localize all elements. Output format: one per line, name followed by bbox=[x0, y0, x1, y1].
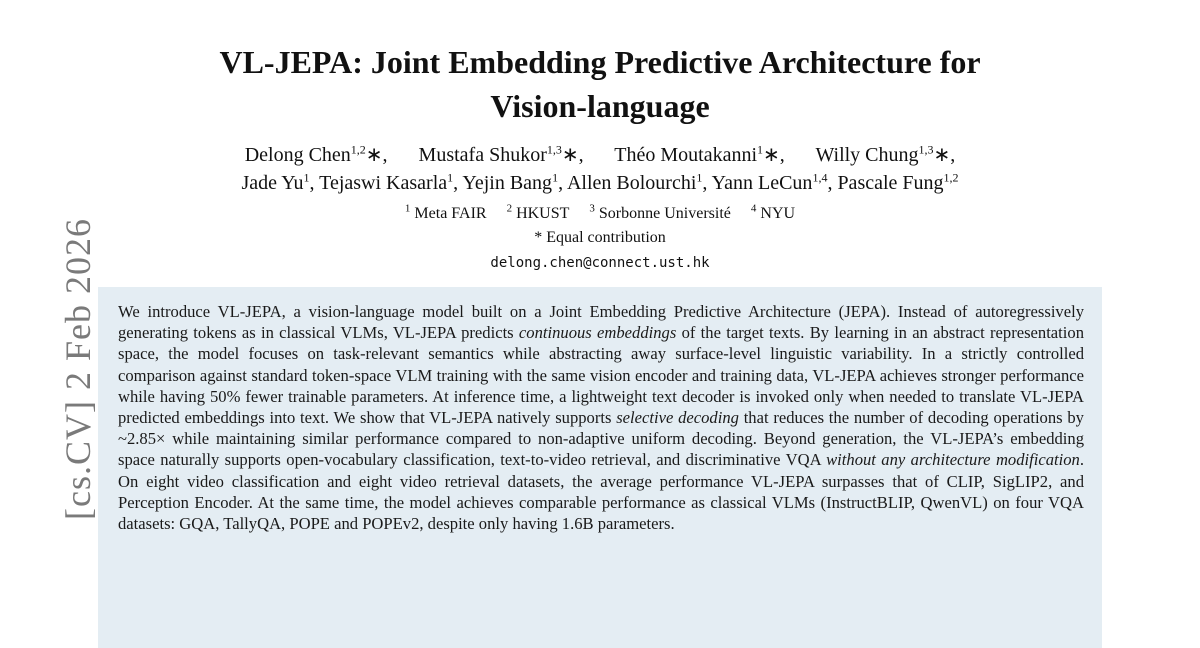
author: Yejin Bang$^1$, bbox=[462, 170, 564, 194]
arxiv-stamp: [cs.CV] 2 Feb 2026 bbox=[58, 218, 98, 520]
abstract-text: We introduce VL-JEPA, a vision-language model built on a Joint Embedding Predictive Architecture (JEPA). Instead of autoregressively generating tokens as in classical VLMs, VL-JEPA predicts continuous embeddings of the target texts. By learning in an abstract representation space, the model focuses on task-relevant semantics while abstracting away surface-level linguistic variability. In a strictly controlled comparison against standard token-space VLM training with the same vision encoder and training data, VL-JEPA achieves stronger performance while having 50% fewer trainable parameters. At inference time, a lightweight text decoder is invoked only when needed to translate VL-JEPA predicted embeddings into text. We show that VL-JEPA natively supports selective decoding that reduces the number of decoding operations by ~2.85× while maintaining similar performance compared to non-adaptive uniform decoding. Beyond generation, the VL-JEPA’s embedding space naturally supports open-vocabulary classification, text-to-video retrieval, and discriminative VQA without any architecture modification. On eight video classification and eight video retrieval datasets, the average performance VL-JEPA surpasses that of CLIP, SigLIP2, and Perception Encoder. At the same time, the model achieves comparable performance as classical VLMs (InstructBLIP, QwenVL) on four VQA datasets: GQA, TallyQA, POPE and POPEv2, despite only having 1.6B parameters. bbox=[118, 302, 1084, 534]
author-line-1 bbox=[0, 141, 1200, 169]
author: Willy Chung$^{1,3}$∗, bbox=[815, 142, 956, 166]
author: Yann LeCun$^{1,4}$, bbox=[711, 170, 833, 194]
title-line-2: Vision-language bbox=[490, 88, 710, 124]
affiliation: $^2$ HKUST bbox=[506, 202, 570, 222]
author: Pascale Fung$^{1,2}$ bbox=[837, 170, 959, 194]
affiliation: $^1$ Meta FAIR bbox=[404, 202, 487, 222]
author-line-2 bbox=[0, 169, 1200, 197]
affiliation: $^3$ Sorbonne Université bbox=[589, 202, 731, 222]
title-line-1: VL-JEPA: Joint Embedding Predictive Architecture for bbox=[219, 44, 981, 80]
author: Allen Bolourchi$^1$, bbox=[566, 170, 708, 194]
author: Mustafa Shukor$^{1,3}$∗, bbox=[418, 142, 584, 166]
author-list bbox=[0, 141, 1200, 197]
contact-email[interactable]: delong.chen@connect.ust.hk bbox=[490, 255, 710, 271]
author: Tejaswi Kasarla$^1$, bbox=[319, 170, 459, 194]
author: Jade Yu$^1$, bbox=[241, 170, 315, 194]
abstract-box bbox=[98, 287, 1102, 648]
paper-title bbox=[0, 40, 1200, 128]
author: Delong Chen$^{1,2}$∗, bbox=[244, 142, 388, 166]
affiliation: $^4$ NYU bbox=[750, 202, 796, 222]
affiliations bbox=[0, 203, 1200, 225]
author: Théo Moutakanni$^1$∗, bbox=[614, 142, 785, 166]
equal-contribution-note: * Equal contribution bbox=[534, 229, 666, 246]
